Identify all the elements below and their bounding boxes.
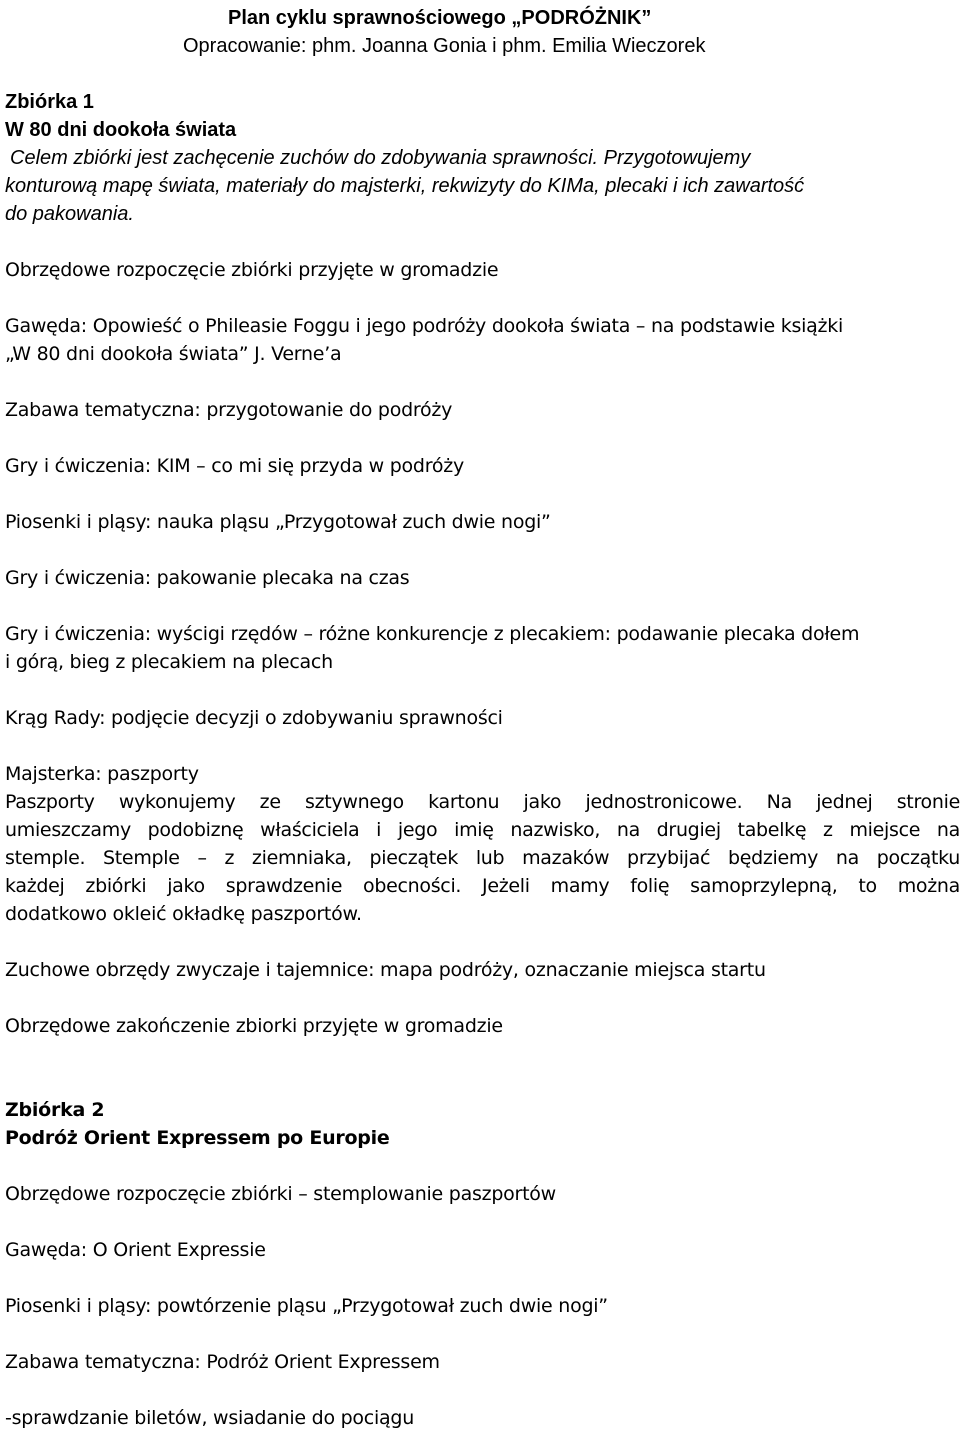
- meeting-1-story-line-1: Gawęda: Opowieść o Phileasie Foggu i jego podróży dookoła świata – na podstawie książki: [5, 315, 844, 337]
- meeting-2-tickets: -sprawdzanie biletów, wsiadanie do pociągu: [5, 1407, 415, 1429]
- meeting-1-exercise-race-line-2: i górą, bieg z plecakiem na plecach: [5, 651, 333, 673]
- meeting-1-exercise-race-line-1: Gry i ćwiczenia: wyścigi rzędów – różne konkurencje z plecakiem: podawanie plecaka dołem: [5, 623, 860, 645]
- meeting-2-title: Podróż Orient Expressem po Europie: [5, 1127, 390, 1149]
- meeting-1-craft-line-3: stemple. Stemple – z ziemniaka, pieczątek lub mazaków przybijać będziemy na początku: [5, 847, 960, 869]
- meeting-2-opening: Obrzędowe rozpoczęcie zbiórki – stemplowanie paszportów: [5, 1183, 556, 1205]
- meeting-1-craft-line-5: dodatkowo okleić okładkę paszportów.: [5, 903, 362, 925]
- meeting-1-story-line-2: „W 80 dni dookoła świata” J. Verne’a: [5, 343, 342, 365]
- meeting-2-story: Gawęda: O Orient Expressie: [5, 1239, 266, 1261]
- meeting-1-council: Krąg Rady: podjęcie decyzji o zdobywaniu sprawności: [5, 707, 503, 729]
- meeting-1-craft-title: Majsterka: paszporty: [5, 763, 199, 785]
- meeting-1-craft-line-2: umieszczamy podobiznę właściciela i jego imię nazwisko, na drugiej tabelkę z miejsce na: [5, 819, 960, 841]
- meeting-1-theme-game: Zabawa tematyczna: przygotowanie do podróży: [5, 399, 453, 421]
- meeting-1-closing: Obrzędowe zakończenie zbiorki przyjęte w gromadzie: [5, 1015, 503, 1037]
- meeting-2-number: Zbiórka 2: [5, 1099, 105, 1121]
- meeting-1-number: Zbiórka 1: [5, 91, 94, 113]
- meeting-1-goal-line-3: do pakowania.: [5, 203, 134, 225]
- meeting-1-craft-line-1: Paszporty wykonujemy ze sztywnego kartonu jako jednostronicowe. Na jednej stronie: [5, 791, 960, 813]
- meeting-2-songs: Piosenki i pląsy: powtórzenie pląsu „Przygotował zuch dwie nogi”: [5, 1295, 608, 1317]
- meeting-1-songs: Piosenki i pląsy: nauka pląsu „Przygotował zuch dwie nogi”: [5, 511, 551, 533]
- meeting-1-opening: Obrzędowe rozpoczęcie zbiórki przyjęte w gromadzie: [5, 259, 499, 281]
- meeting-1-goal-line-1: Celem zbiórki jest zachęcenie zuchów do zdobywania sprawności. Przygotowujemy: [10, 147, 751, 169]
- document-title: Plan cyklu sprawnościowego „PODRÓŻNIK”: [228, 7, 652, 29]
- meeting-2-theme-game: Zabawa tematyczna: Podróż Orient Expressem: [5, 1351, 440, 1373]
- meeting-1-customs: Zuchowe obrzędy zwyczaje i tajemnice: mapa podróży, oznaczanie miejsca startu: [5, 959, 766, 981]
- meeting-1-title: W 80 dni dookoła świata: [5, 119, 237, 141]
- meeting-1-exercise-kim: Gry i ćwiczenia: KIM – co mi się przyda w podróży: [5, 455, 464, 477]
- meeting-1-goal-line-2: konturową mapę świata, materiały do majsterki, rekwizyty do KIMa, plecaki i ich zawartość: [5, 175, 805, 197]
- meeting-1-craft-line-4: każdej zbiórki jako sprawdzenie obecności. Jeżeli mamy folię samoprzylepną, to można: [5, 875, 960, 897]
- meeting-1-exercise-packing: Gry i ćwiczenia: pakowanie plecaka na czas: [5, 567, 410, 589]
- document-authors: Opracowanie: phm. Joanna Gonia i phm. Emilia Wieczorek: [183, 35, 706, 57]
